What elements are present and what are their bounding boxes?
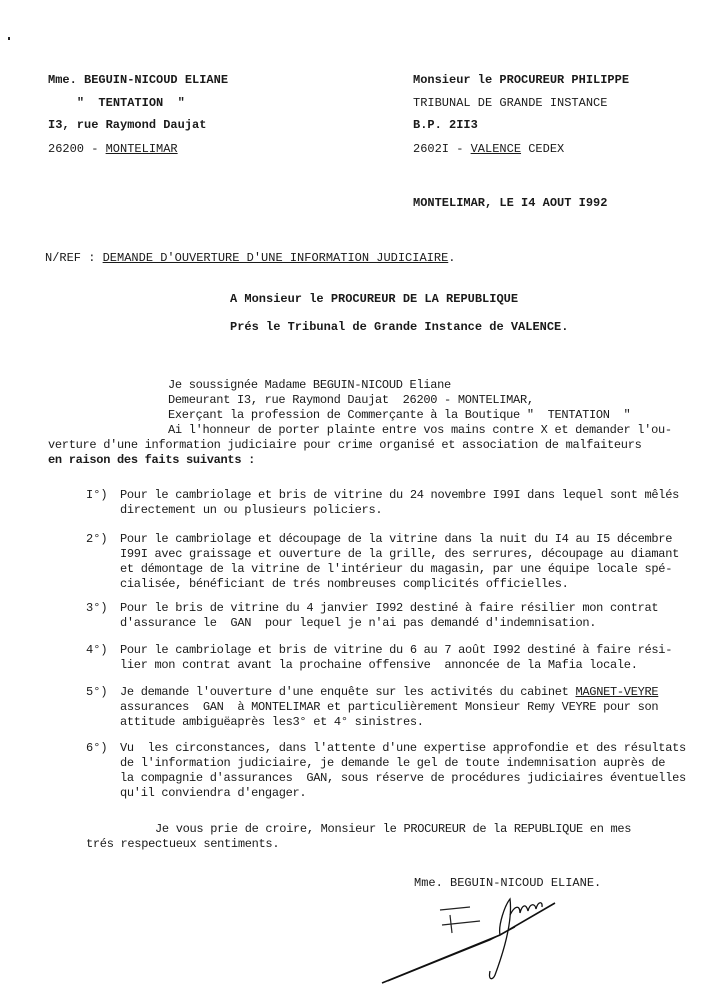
recipient-city-line (413, 142, 564, 156)
addressee-line2: Prés le Tribunal de Grande Instance de VALENCE. (230, 320, 569, 334)
signature-name: Mme. BEGUIN-NICOUD ELIANE. (414, 876, 602, 890)
intro-line: verture d'une information judiciaire pour crime organisé et association de malfaiteurs (48, 438, 642, 452)
item-line: Vu les circonstances, dans l'attente d'une expertise approfondie et des résultats (120, 741, 686, 755)
cabinet-name: MAGNET-VEYRE (575, 685, 659, 699)
addressee-line1: A Monsieur le PROCUREUR DE LA REPUBLIQUE (230, 292, 519, 306)
item-number: I°) (86, 488, 108, 502)
intro-line: Exerçant la profession de Commerçante à la Boutique " TENTATION " (168, 408, 631, 422)
sender-city: MONTELIMAR (105, 142, 178, 156)
item-line: assurances GAN à MONTELIMAR et particulièrement Monsieur Remy VEYRE pour son (120, 700, 659, 714)
item-text: Je demande l'ouverture d'une enquête sur les activités du cabinet (120, 685, 576, 699)
recipient-city: VALENCE (470, 142, 522, 156)
sender-shop-text: " TENTATION " (76, 96, 185, 110)
sender-city-line (48, 142, 178, 156)
item-line: qu'il conviendra d'engager. (120, 786, 307, 800)
item-line: et démontage de la vitrine de l'intérieur du magasin, par une équipe locale spé- (120, 562, 673, 576)
item-line: attitude ambiguëaprès les3° et 4° sinistres. (120, 715, 424, 729)
handwritten-signature-icon (380, 885, 600, 987)
item-number: 2°) (86, 532, 108, 546)
item-line: cialisée, bénéficiant de trés nombreuses complicités officielles. (120, 577, 569, 591)
recipient-line3: B.P. 2II3 (413, 118, 478, 132)
recipient-postcode: 2602I - (413, 142, 471, 156)
intro-line: Je soussignée Madame BEGUIN-NICOUD Eliane (168, 378, 451, 392)
closing-line: Je vous prie de croire, Monsieur le PROCUREUR de la REPUBLIQUE en mes (86, 822, 632, 836)
sender-street: I3, rue Raymond Daujat (48, 118, 207, 132)
item-line: Pour le cambriolage et bris de vitrine du 24 novembre I99I dans lequel sont mêlés (120, 488, 679, 502)
reference-label: N/REF : (45, 251, 103, 265)
item-number: 3°) (86, 601, 108, 615)
item-line: I99I avec graissage et ouverture de la grille, des serrures, découpage au diamant (120, 547, 679, 561)
item-line: Pour le bris de vitrine du 4 janvier I992 destiné à faire résilier mon contrat (120, 601, 659, 615)
reference-end: . (448, 251, 456, 265)
item-number: 5°) (86, 685, 108, 699)
intro-line: Ai l'honneur de porter plainte entre vos mains contre X et demander l'ou- (168, 423, 672, 437)
sender-postcode: 26200 - (48, 142, 106, 156)
scan-speck (8, 37, 10, 40)
letter-date: MONTELIMAR, LE I4 AOUT I992 (413, 196, 608, 210)
item-line: directement un ou plusieurs policiers. (120, 503, 383, 517)
recipient-line2: TRIBUNAL DE GRANDE INSTANCE (413, 96, 608, 110)
sender-shop (48, 96, 185, 110)
item-line: la compagnie d'assurances GAN, sous réserve de procédures judiciaires éventuelles (120, 771, 686, 785)
reference-line (45, 251, 455, 265)
intro-line: Demeurant I3, rue Raymond Daujat 26200 - MONTELIMAR, (168, 393, 534, 407)
recipient-cedex: CEDEX (521, 142, 565, 156)
sender-name: Mme. BEGUIN-NICOUD ELIANE (48, 73, 229, 87)
item-number: 6°) (86, 741, 108, 755)
item-number: 4°) (86, 643, 108, 657)
intro-line: en raison des faits suivants : (48, 453, 256, 467)
recipient-line1: Monsieur le PROCUREUR PHILIPPE (413, 73, 630, 87)
item-line: Pour le cambriolage et découpage de la vitrine dans la nuit du I4 au I5 décembre (120, 532, 673, 546)
reference-subject: DEMANDE D'OUVERTURE D'UNE INFORMATION JUDICIAIRE (102, 251, 449, 265)
item-line: de l'information judiciaire, je demande le gel de toute indemnisation auprès de (120, 756, 666, 770)
closing-line: trés respectueux sentiments. (86, 837, 280, 851)
item-line: Pour le cambriolage et bris de vitrine du 6 au 7 août I992 destiné à faire rési- (120, 643, 673, 657)
item-line: lier mon contrat avant la prochaine offensive annoncée de la Mafia locale. (120, 658, 638, 672)
item-line: d'assurance le GAN pour lequel je n'ai pas demandé d'indemnisation. (120, 616, 597, 630)
item-line (120, 685, 658, 700)
